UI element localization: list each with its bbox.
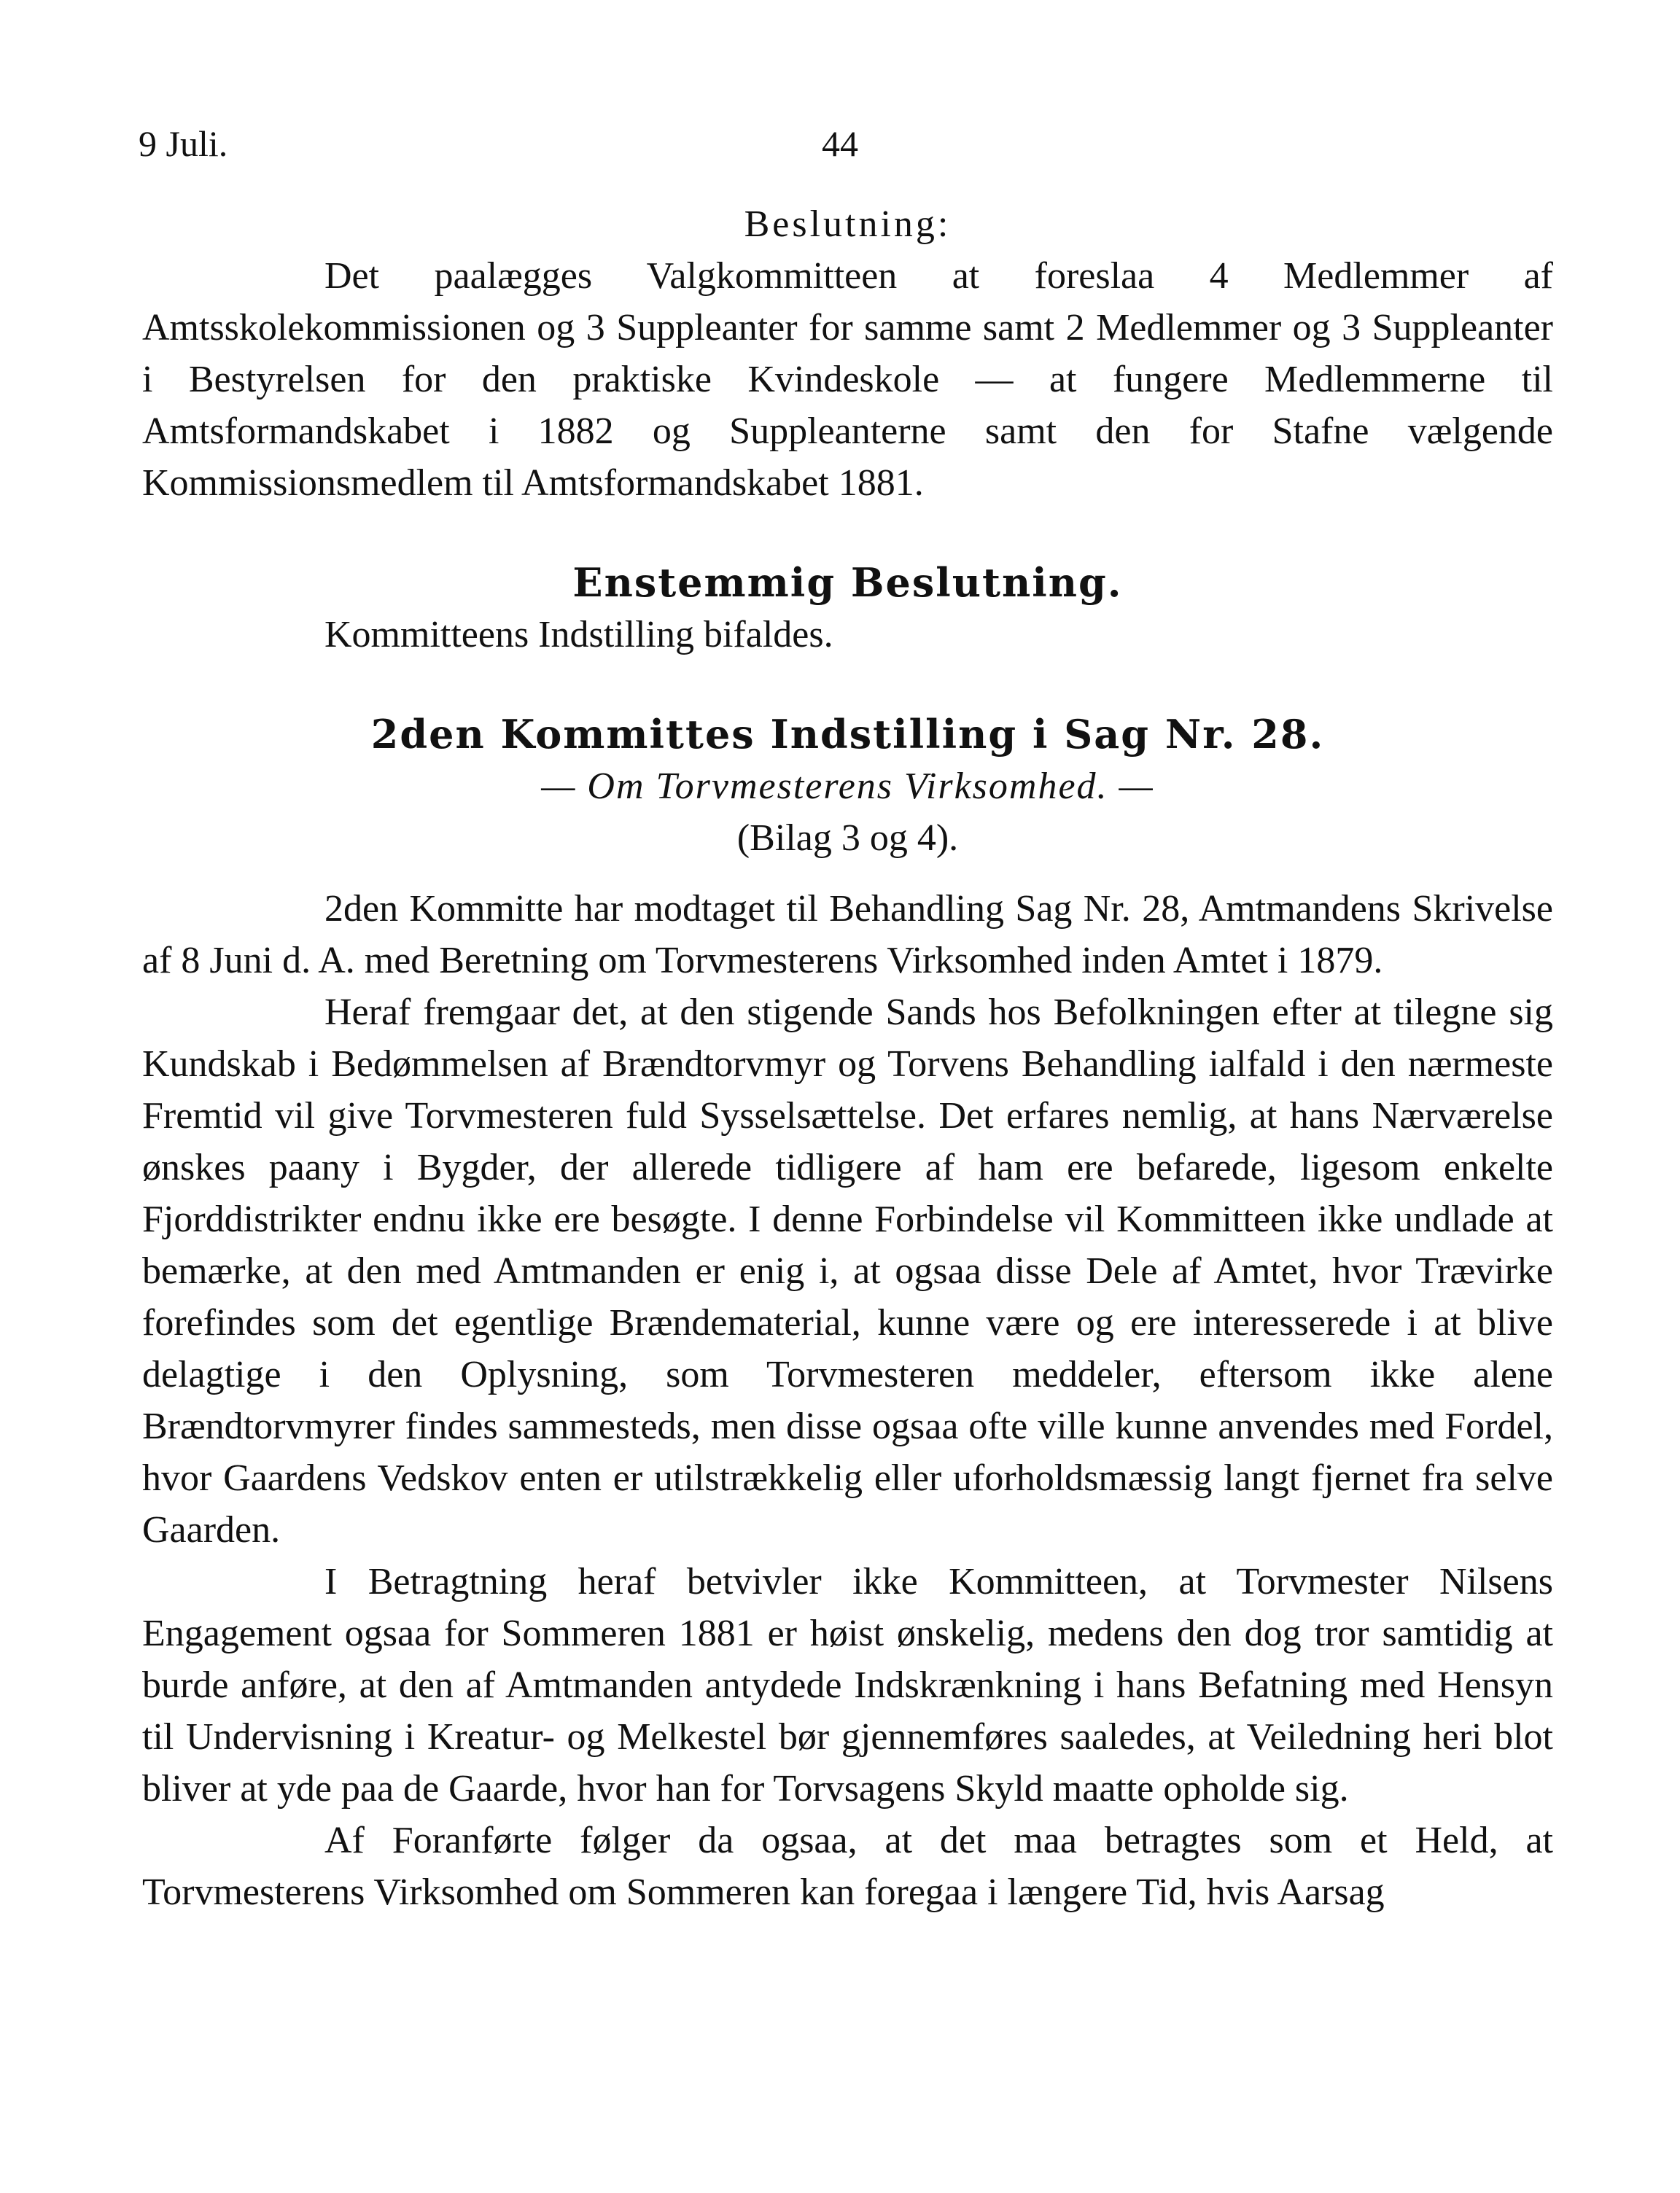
section2-text: Kommitteens Indstilling bifaldes.: [324, 614, 833, 655]
paragraph-4: Af Foranførte følger da ogsaa, at det maa betragtes som et Held, at Torvmesterens Virksomhed om Sommeren kan foregaa i længere Tid, hvis Aarsag: [142, 1820, 1553, 1913]
section1-heading: Beslutning:: [744, 203, 952, 245]
paragraph-2: Heraf fremgaar det, at den stigende Sands hos Befolkningen efter at tilegne sig Kundskab i Bedømmelsen af Brændtorvmyr og Torvens Behandling ialfald i den nærmeste Fremtid vil give Torvmesteren fuld Sysselsættelse. Det erfares nemlig, at hans Nærværelse ønskes paany i Bygder, der allerede tidligere af ham ere befarede, ligesom enkelte Fjorddistrikter endnu ikke ere besøgte. I denne Forbindelse vil Kommitteen ikke undlade at bemærke, at den med Amtmanden er enig i, at ogsaa disse Dele af Amtet, hvor Trævirke forefindes som det egentlige Brændematerial, kunne være og ere interesserede i at blive delagtige i den Oplysning, som Torvmesteren meddeler, eftersom ikke alene Brændtorvmyrer findes sammesteds, men disse ogsaa ofte ville kunne anvendes med Fordel, hvor Gaardens Vedskov enten er utilstrækkelig eller uforholdsmæssig langt fjernet fra selve Gaarden.: [142, 992, 1553, 1551]
section3-subtitle: — Om Torvmesterens Virksomhed. —: [541, 766, 1154, 807]
section1-paragraph: Det paalægges Valgkommitteen at foreslaa 4 Medlemmer af Amtsskolekommissionen og 3 Suppleanter for samme samt 2 Medlemmer og 3 Suppleanter i Bestyrelsen for den praktiske Kvindeskole — at fungere Medlemmerne til Amtsformandskabet i 1882 og Suppleanterne samt den for Stafne vælgende Kommissionsmedlem til Amtsformandskabet 1881.: [142, 255, 1553, 504]
paragraph-1: 2den Kommitte har modtaget til Behandling Sag Nr. 28, Amtmandens Skrivelse af 8 Juni d. A. med Beretning om Torvmesterens Virksomhed inden Amtet i 1879.: [142, 888, 1553, 981]
page-date: 9 Juli.: [139, 123, 228, 164]
section2-heading: Enstemmig Beslutning.: [572, 559, 1123, 606]
section3-heading: 2den Kommittes Indstilling i Sag Nr. 28.: [370, 711, 1325, 757]
paragraph-3: I Betragtning heraf betvivler ikke Kommitteen, at Torvmester Nilsens Engagement ogsaa for Sommeren 1881 er høist ønskelig, medens den dog tror samtidig at burde anføre, at den af Amtmanden antydede Indskrænkning i hans Befatning med Hensyn til Undervisning i Kreatur- og Melkestel bør gjennemføres saaledes, at Veiledning heri blot bliver at yde paa de Gaarde, hvor han for Torvsagens Skyld maatte opholde sig.: [142, 1561, 1553, 1810]
page-number: 44: [822, 123, 858, 164]
page-header: [139, 122, 1541, 174]
document-body: [142, 198, 1553, 1918]
section3-appendix: (Bilag 3 og 4).: [736, 817, 959, 859]
